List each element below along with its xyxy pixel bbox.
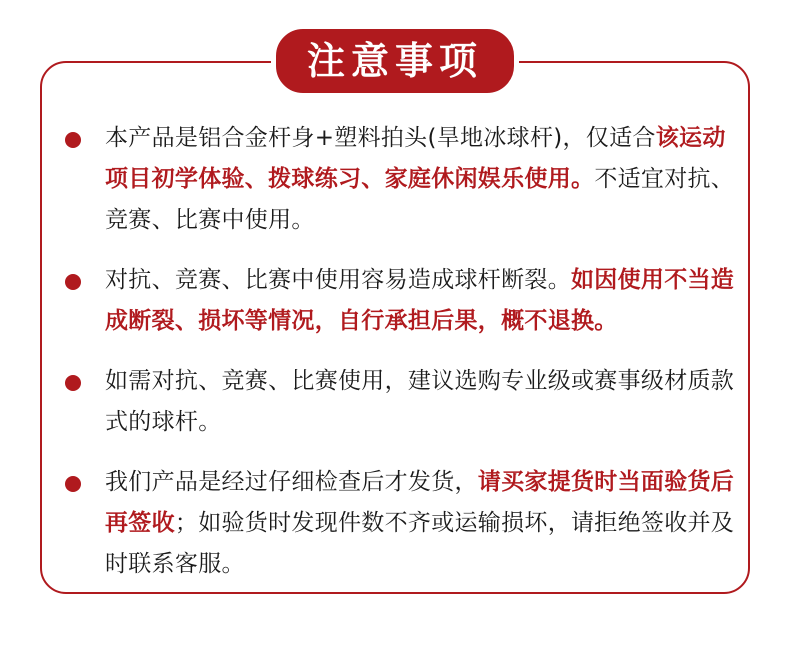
text-segment: 不适宜对抗、竞赛、比赛中使用。 [105, 166, 735, 233]
bullet-icon [65, 375, 81, 391]
text-segment: 对抗、竞赛、比赛中使用容易造成球杆断裂。 [105, 267, 571, 293]
item-text [105, 462, 745, 585]
page-title: 注意事项 [306, 39, 483, 83]
text-segment: 我们产品是经过仔细检查后才发货， [105, 469, 478, 495]
list-item [65, 260, 745, 342]
item-text [105, 118, 745, 241]
title-badge [271, 24, 519, 98]
list-item [65, 118, 745, 241]
item-text [105, 361, 745, 443]
bullet-icon [65, 274, 81, 290]
item-text [105, 260, 745, 342]
bullet-icon [65, 132, 81, 148]
list-item [65, 462, 745, 585]
highlight-segment: 该运动项目初学体验、拨球练习、家庭休闲娱乐使用。 [105, 125, 726, 192]
text-segment: 如需对抗、竞赛、比赛使用，建议选购专业级或赛事级材质款式的球杆。 [105, 368, 735, 435]
highlight-segment: 请买家提货时当面验货后再签收 [105, 469, 735, 536]
list-item [65, 361, 745, 443]
text-segment: ；如验货时发现件数不齐或运输损坏，请拒绝签收并及时联系客服。 [105, 510, 735, 577]
notice-list [65, 118, 745, 604]
highlight-segment: 如因使用不当造成断裂、损坏等情况，自行承担后果，概不退换。 [105, 267, 735, 334]
text-segment: 本产品是铝合金杆身+塑料拍头(旱地冰球杆)，仅适合 [105, 125, 656, 151]
bullet-icon [65, 476, 81, 492]
